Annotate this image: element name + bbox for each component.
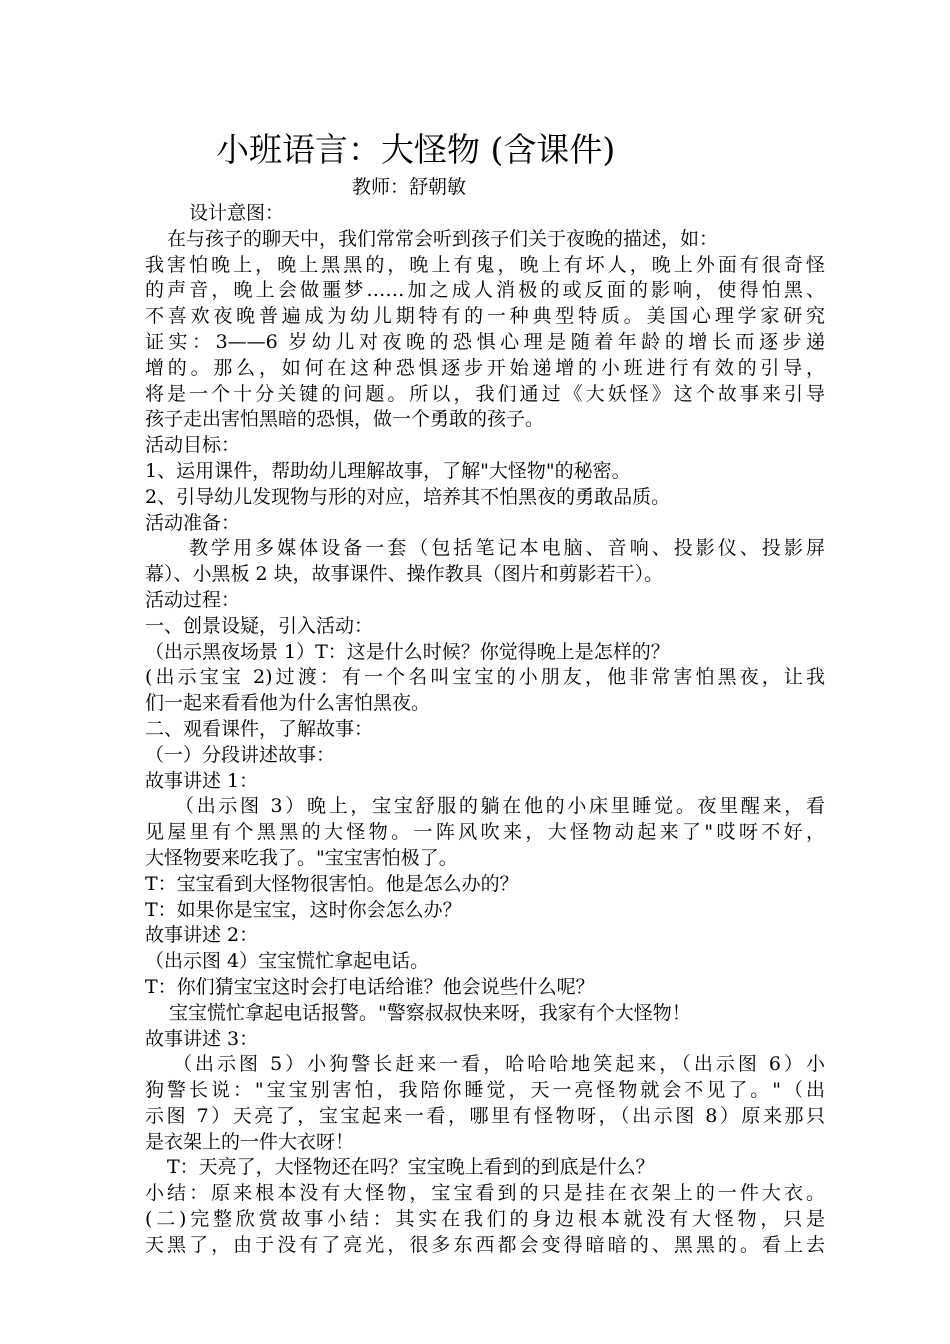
paragraph-line: 在与孩子的聊天中，我们常常会听到孩子们关于夜晚的描述，如： bbox=[167, 227, 719, 250]
paragraph-line: （出示黑夜场景 1）T：这是什么时候？你觉得晚上是怎样的？ bbox=[145, 640, 670, 663]
paragraph-line: 证实：3——6 岁幼儿对夜晚的恐惧心理是随着年龄的增长而逐步递 bbox=[145, 330, 825, 353]
paragraph-line: 增的。那么，如何在这种恐惧逐步开始递增的小班进行有效的引导， bbox=[145, 356, 825, 379]
paragraph-line: 小结：原来根本没有大怪物，宝宝看到的只是挂在衣架上的一件大衣。 bbox=[145, 1182, 825, 1205]
paragraph-line: (出示宝宝 2)过渡：有一个名叫宝宝的小朋友，他非常害怕黑夜，让我 bbox=[145, 666, 825, 689]
paragraph-line: 故事讲述 1： bbox=[145, 769, 259, 792]
document-title: 小班语言：大怪物 (含课件) bbox=[216, 130, 616, 169]
paragraph-line: 宝宝慌忙拿起电话报警。"警察叔叔快来呀，我家有个大怪物！ bbox=[169, 1001, 691, 1024]
paragraph-line: 大怪物要来吃我了。"宝宝害怕极了。 bbox=[145, 846, 458, 869]
paragraph-line: 见屋里有个黑黑的大怪物。一阵风吹来，大怪物动起来了"哎呀不好， bbox=[145, 821, 825, 844]
paragraph-line: 设计意图： bbox=[189, 202, 285, 224]
paragraph-line: 是衣架上的一件大衣呀！ bbox=[145, 1130, 355, 1153]
paragraph-line: T：宝宝看到大怪物很害怕。他是怎么办的？ bbox=[145, 872, 519, 895]
paragraph-line: 将是一个十分关键的问题。所以，我们通过《大妖怪》这个故事来引导 bbox=[145, 382, 825, 405]
paragraph-line: (二)完整欣赏故事小结：其实在我们的身边根本就没有大怪物，只是 bbox=[145, 1208, 825, 1231]
paragraph-line: 活动准备： bbox=[145, 511, 241, 534]
paragraph-line: 1、运用课件，帮助幼儿理解故事，了解"大怪物"的秘密。 bbox=[145, 459, 631, 482]
paragraph-line: T：如果你是宝宝，这时你会怎么办？ bbox=[145, 898, 462, 921]
paragraph-line: 我害怕晚上，晚上黑黑的，晚上有鬼，晚上有坏人，晚上外面有很奇怪 bbox=[145, 253, 825, 276]
paragraph-line: 孩子走出害怕黑暗的恐惧，做一个勇敢的孩子。 bbox=[145, 408, 545, 431]
document-body bbox=[145, 201, 825, 1259]
paragraph-line: （出示图 5）小狗警长赶来一看，哈哈哈地笑起来，（出示图 6）小 bbox=[173, 1053, 825, 1076]
paragraph-line: 示图 7）天亮了，宝宝起来一看，哪里有怪物呀，（出示图 8）原来那只 bbox=[145, 1104, 825, 1127]
document-author: 教师：舒朝敏 bbox=[352, 176, 467, 198]
paragraph-line: （一）分段讲述故事： bbox=[145, 743, 336, 766]
paragraph-line: T：你们猜宝宝这时会打电话给谁？他会说些什么呢？ bbox=[145, 975, 595, 998]
paragraph-line: 教学用多媒体设备一套（包括笔记本电脑、音响、投影仪、投影屏 bbox=[189, 537, 825, 560]
paragraph-line: 的声音，晚上会做噩梦……加之成人消极的或反面的影响，使得怕黑、 bbox=[145, 279, 825, 302]
paragraph-line: 故事讲述 2： bbox=[145, 924, 259, 947]
paragraph-line: 幕）、小黑板 2 块，故事课件、操作教具（图片和剪影若干）。 bbox=[145, 563, 664, 586]
paragraph-line: 故事讲述 3： bbox=[145, 1027, 259, 1050]
paragraph-line: 活动过程： bbox=[145, 588, 241, 611]
paragraph-line: T：天亮了，大怪物还在吗？宝宝晚上看到的到底是什么？ bbox=[167, 1156, 655, 1179]
paragraph-line: （出示图 3）晚上，宝宝舒服的躺在他的小床里睡觉。夜里醒来，看 bbox=[175, 795, 825, 818]
paragraph-line: 活动目标： bbox=[145, 434, 241, 457]
paragraph-line: 2、引导幼儿发现物与形的对应，培养其不怕黑夜的勇敢品质。 bbox=[145, 485, 671, 508]
paragraph-line: 们一起来看看他为什么害怕黑夜。 bbox=[145, 692, 431, 715]
paragraph-line: 二、观看课件，了解故事： bbox=[145, 717, 374, 740]
paragraph-line: 不喜欢夜晚普遍成为幼儿期特有的一种典型特质。美国心理学家研究 bbox=[145, 305, 825, 328]
paragraph-line: （出示图 4）宝宝慌忙拿起电话。 bbox=[145, 950, 430, 973]
paragraph-line: 一、创景设疑，引入活动： bbox=[145, 614, 374, 637]
paragraph-line: 天黑了，由于没有了亮光，很多东西都会变得暗暗的、黑黑的。看上去 bbox=[145, 1233, 825, 1256]
paragraph-line: 狗警长说："宝宝别害怕，我陪你睡觉，天一亮怪物就会不见了。"（出 bbox=[145, 1079, 825, 1102]
